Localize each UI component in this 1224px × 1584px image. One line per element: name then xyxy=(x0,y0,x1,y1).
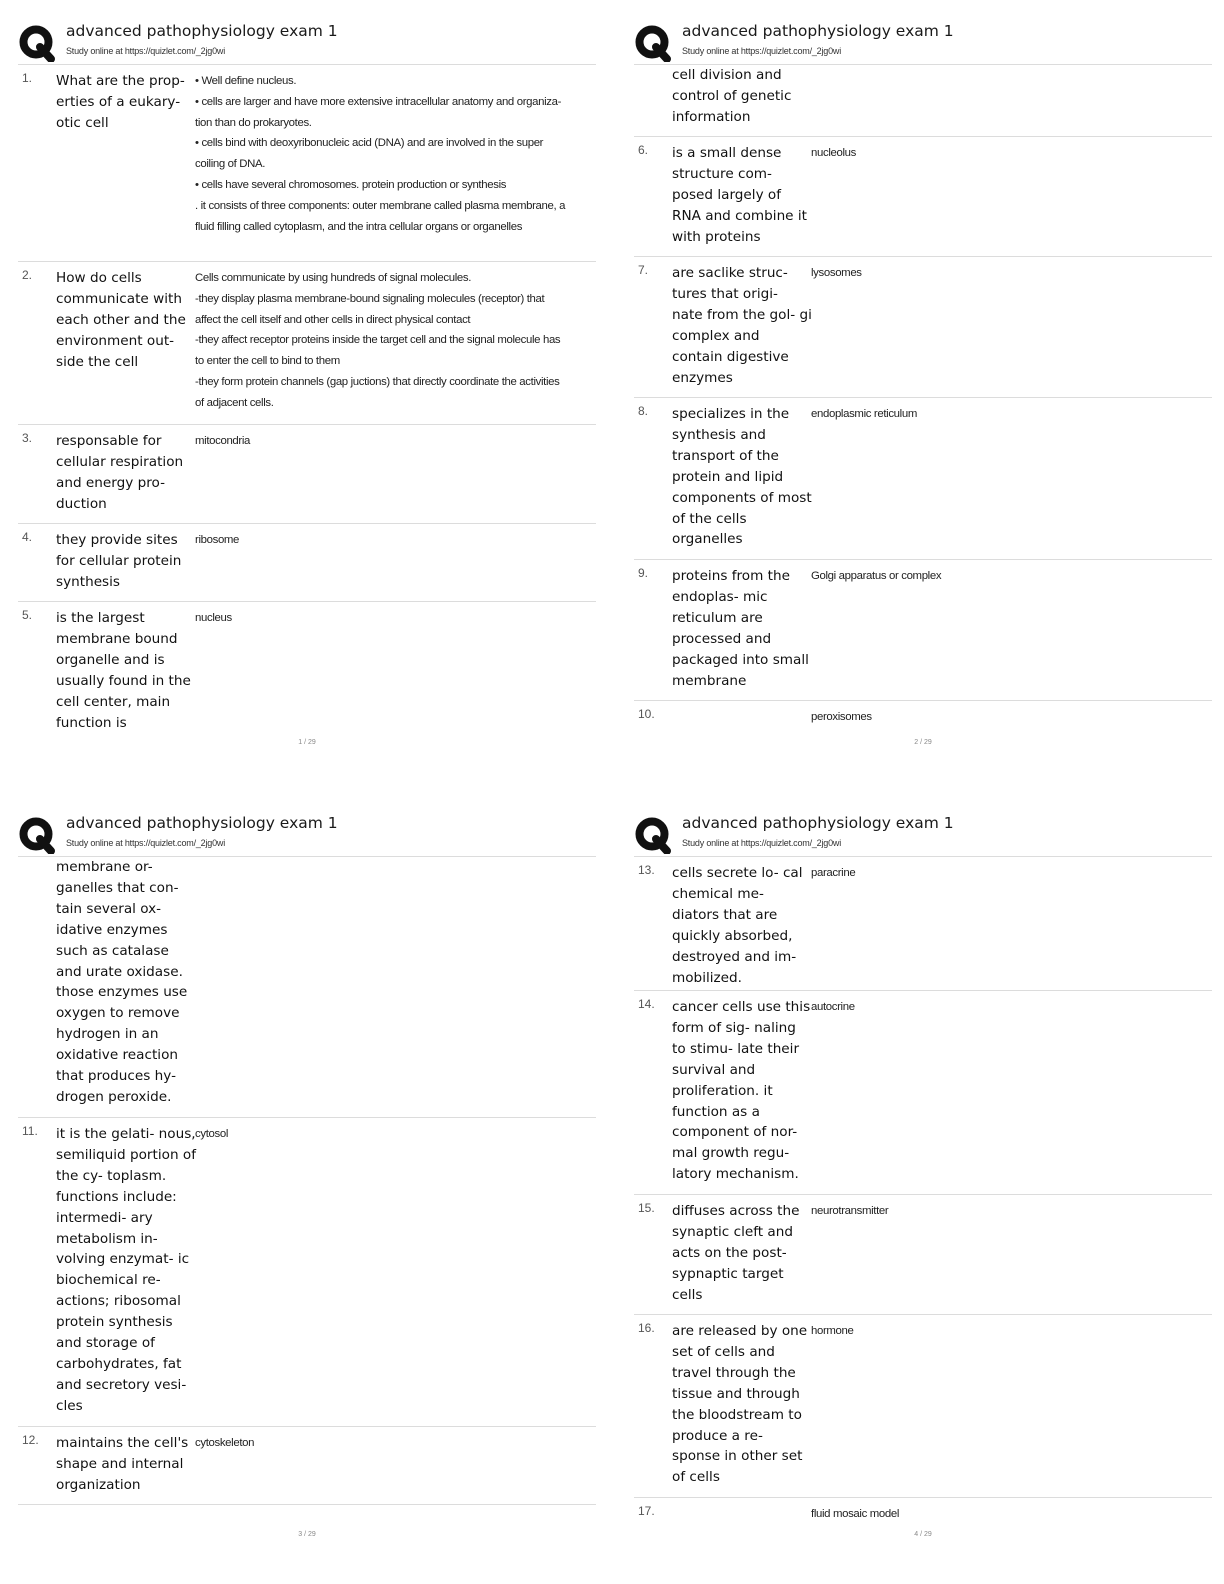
card-term: proteins from the endoplas- mic reticulum are processed and packaged into small membrane xyxy=(672,568,809,689)
study-online-link[interactable]: Study online at https://quizlet.com/_2jg0wi xyxy=(682,46,841,56)
flashcard-row xyxy=(634,857,1212,991)
card-term: they provide sites for cellular protein synthesis xyxy=(56,532,182,590)
card-term: is the largest membrane bound organelle and is usually found in the cell center, main function is xyxy=(56,610,191,731)
card-number: 10. xyxy=(638,707,655,721)
card-definition xyxy=(195,71,575,237)
page-number: 2 / 29 xyxy=(914,739,932,746)
flashcard-row xyxy=(634,398,1212,560)
definition-line: fluid mosaic model xyxy=(811,1508,900,1520)
card-definition xyxy=(811,404,1191,425)
card-definition xyxy=(195,608,575,629)
definition-line: Cells communicate by using hundreds of signal molecules. xyxy=(195,272,472,284)
card-term: is a small dense structure com- posed largely of RNA and combine it with proteins xyxy=(672,145,807,245)
definition-line: fluid filling called cytoplasm, and the intra cellular organs or organelles xyxy=(195,220,523,233)
flashcard-row xyxy=(634,1498,1212,1528)
definition-line: to enter the cell to bind to them xyxy=(195,355,340,368)
card-term: cancer cells use this form of sig- naling to stimu- late their survival and proliferation. it function as a component of nor- mal growth regu- latory mechanism. xyxy=(672,999,811,1183)
card-number: 17. xyxy=(638,1504,655,1518)
card-number: 6. xyxy=(638,143,649,157)
card-term: What are the prop- erties of a eukary- otic cell xyxy=(56,73,185,131)
definition-line: • Well define nucleus. xyxy=(195,75,297,87)
card-definition xyxy=(811,143,1191,164)
definition-line: cytoskeleton xyxy=(195,1437,255,1449)
page-title: advanced pathophysiology exam 1 xyxy=(682,22,954,40)
card-number: 3. xyxy=(22,431,33,445)
card-definition xyxy=(195,268,575,414)
definition-line: lysosomes xyxy=(811,267,862,279)
definition-line: endoplasmic reticulum xyxy=(811,408,917,420)
document-page-1 xyxy=(18,18,596,758)
flashcard-row xyxy=(18,1427,596,1505)
card-definition xyxy=(195,1124,575,1145)
continued-term-row xyxy=(18,857,596,1118)
quizlet-logo-icon xyxy=(18,816,56,854)
document-page-3 xyxy=(18,810,596,1550)
card-definition xyxy=(811,707,1191,728)
card-definition xyxy=(811,263,1191,284)
page-number: 1 / 29 xyxy=(298,739,316,746)
card-term: it is the gelati- nous, semiliquid portion of the cy- toplasm. functions include: intermedi- ary metabolism in- volving enzymat- ic biochemical re- actions; ribosomal protein synthesis and storage of carbohydrates, fat and secretory vesi- cles xyxy=(56,1126,196,1414)
quizlet-logo-icon xyxy=(634,24,672,62)
card-number: 2. xyxy=(22,268,33,282)
page-header xyxy=(634,810,1212,857)
definition-line: mitocondria xyxy=(195,435,251,447)
card-term: How do cells communicate with each other and the environment out- side the cell xyxy=(56,270,186,370)
card-term: responsable for cellular respiration and energy pro- duction xyxy=(56,433,184,512)
flashcard-row xyxy=(18,1118,596,1427)
definition-line: autocrine xyxy=(811,1001,855,1013)
flashcard-row xyxy=(634,560,1212,701)
card-term: diffuses across the synaptic cleft and acts on the post- sypnaptic target cells xyxy=(672,1203,800,1303)
flashcard-row xyxy=(634,137,1212,257)
definition-line: hormone xyxy=(811,1325,854,1337)
page-number: 3 / 29 xyxy=(298,1531,316,1538)
quizlet-logo-icon xyxy=(634,816,672,854)
card-number: 12. xyxy=(22,1433,39,1447)
page-number: 4 / 29 xyxy=(914,1531,932,1538)
card-number: 8. xyxy=(638,404,649,418)
definition-line: • cells have several chromosomes. protein production or synthesis xyxy=(195,178,507,191)
definition-line: ribosome xyxy=(195,534,240,546)
definition-line: • cells bind with deoxyribonucleic acid (DNA) and are involved in the super xyxy=(195,137,544,150)
document-page-4 xyxy=(634,810,1212,1550)
card-term: cells secrete lo- cal chemical me- diators that are quickly absorbed, destroyed and im- mobilized. xyxy=(672,865,803,986)
card-number: 9. xyxy=(638,566,649,580)
definition-line: affect the cell itself and other cells in direct physical contact xyxy=(195,313,471,326)
card-number: 13. xyxy=(638,863,655,877)
card-definition xyxy=(811,863,1191,884)
definition-line: -they affect receptor proteins inside the target cell and the signal molecule has xyxy=(195,334,561,347)
page-title: advanced pathophysiology exam 1 xyxy=(66,22,338,40)
study-online-link[interactable]: Study online at https://quizlet.com/_2jg0wi xyxy=(66,46,225,56)
flashcard-row xyxy=(634,1315,1212,1498)
card-number: 4. xyxy=(22,530,33,544)
flashcard-row xyxy=(634,701,1212,731)
document-page-2 xyxy=(634,18,1212,758)
card-number: 11. xyxy=(22,1124,38,1138)
flashcard-row xyxy=(634,991,1212,1195)
definition-line: paracrine xyxy=(811,867,856,879)
quizlet-logo-icon xyxy=(18,24,56,62)
study-online-link[interactable]: Study online at https://quizlet.com/_2jg0wi xyxy=(66,838,225,848)
study-online-link[interactable]: Study online at https://quizlet.com/_2jg0wi xyxy=(682,838,841,848)
flashcard-row xyxy=(18,602,596,742)
page-header xyxy=(634,18,1212,65)
flashcard-row xyxy=(634,257,1212,398)
definition-line: cytosol xyxy=(195,1128,229,1140)
definition-line: . it consists of three components: outer membrane called plasma membrane, a xyxy=(195,199,566,212)
card-term: maintains the cell's shape and internal organization xyxy=(56,1435,189,1493)
card-definition xyxy=(811,1321,1191,1342)
card-number: 1. xyxy=(22,71,33,85)
definition-line: coiling of DNA. xyxy=(195,158,266,171)
card-definition xyxy=(195,431,575,452)
card-definition xyxy=(811,566,1191,587)
continued-term: membrane or- ganelles that con- tain several ox- idative enzymes such as catalase and urate oxidase. those enzymes use oxygen to remove hydrogen in an oxidative reaction that produces hy- drogen peroxide. xyxy=(56,859,188,1105)
definition-line: nucleus xyxy=(195,612,232,624)
definition-line: nucleolus xyxy=(811,147,856,159)
page-title: advanced pathophysiology exam 1 xyxy=(66,814,338,832)
definition-line: Golgi apparatus or complex xyxy=(811,570,942,582)
card-number: 7. xyxy=(638,263,649,277)
flashcard-row xyxy=(18,524,596,602)
page-title: advanced pathophysiology exam 1 xyxy=(682,814,954,832)
card-term: are released by one set of cells and travel through the tissue and through the bloodstream to produce a re- sponse in other set of cells xyxy=(672,1323,808,1486)
card-number: 16. xyxy=(638,1321,655,1335)
continued-term: cell division and control of genetic information xyxy=(672,67,792,125)
flashcard-row xyxy=(18,425,596,524)
flashcard-row xyxy=(18,262,596,425)
definition-line: tion than do prokaryotes. xyxy=(195,116,312,129)
card-definition xyxy=(811,1201,1191,1222)
page-header xyxy=(18,18,596,65)
card-term: specializes in the synthesis and transport of the protein and lipid components of most of the cells organelles xyxy=(672,406,812,548)
page-header xyxy=(18,810,596,857)
definition-line: peroxisomes xyxy=(811,711,872,723)
definition-line: • cells are larger and have more extensive intracellular anatomy and organiza- xyxy=(195,95,562,108)
flashcard-row xyxy=(18,65,596,262)
card-definition xyxy=(195,530,575,551)
card-definition xyxy=(811,1504,1191,1525)
card-definition xyxy=(195,1433,575,1454)
card-term: are saclike struc- tures that origi- nate from the gol- gi complex and contain digestive enzymes xyxy=(672,265,812,386)
flashcard-row xyxy=(634,1195,1212,1315)
definition-line: neurotransmitter xyxy=(811,1205,889,1217)
definition-line: -they display plasma membrane-bound signaling molecules (receptor) that xyxy=(195,292,545,305)
card-number: 5. xyxy=(22,608,33,622)
continued-term-row xyxy=(634,65,1212,137)
definition-line: of adjacent cells. xyxy=(195,396,274,409)
card-number: 14. xyxy=(638,997,655,1011)
card-definition xyxy=(811,997,1191,1018)
definition-line: -they form protein channels (gap juctions) that directly coordinate the activities xyxy=(195,375,560,388)
card-number: 15. xyxy=(638,1201,655,1215)
